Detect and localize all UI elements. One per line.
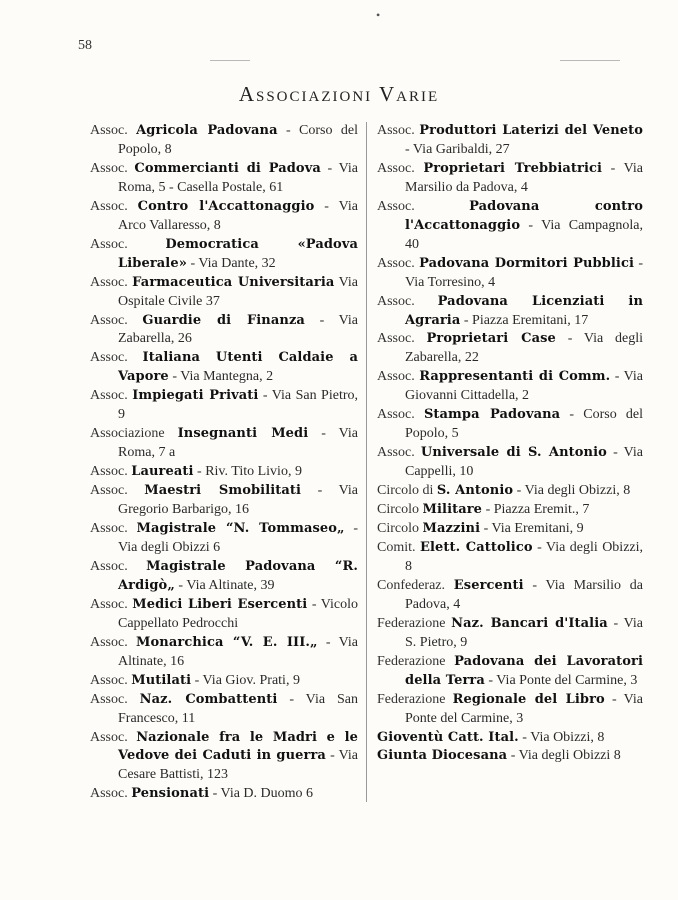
directory-entry	[377, 330, 643, 368]
entry-name: S. Antonio	[436, 483, 514, 499]
page-title: Associazioni Varie	[238, 82, 440, 106]
entry-name: Proprietari Case	[426, 331, 556, 347]
entry-address: - Via Marsilio da Padova, 4	[405, 577, 644, 612]
directory-entry	[377, 122, 643, 160]
entry-name: Impiegati Privati	[132, 388, 259, 404]
entry-prefix: Assoc.	[90, 160, 128, 176]
entry-name: Rappresentanti di Comm.	[419, 369, 611, 385]
directory-entry	[90, 198, 358, 236]
entry-name: Magistrale Padovana “R. Ardigò„	[118, 558, 358, 593]
entry-name: Padovana Dormitori Pubblici	[419, 255, 635, 271]
entry-address: - Via S. Pietro, 9	[405, 615, 643, 650]
entry-prefix: Assoc.	[90, 123, 128, 138]
directory-entry	[90, 729, 358, 786]
directory-entry	[377, 747, 643, 766]
entry-name: Guardie di Finanza	[142, 312, 305, 328]
entry-address: - Via San Francesco, 11	[118, 691, 358, 726]
directory-entry	[377, 539, 643, 577]
directory-entry	[90, 520, 358, 558]
entry-address: Via Ospitale Civile 37	[118, 274, 358, 309]
directory-entry	[90, 236, 358, 274]
entry-prefix: Associazione	[90, 426, 165, 442]
entry-address: - Via Marsilio da Padova, 4	[405, 160, 644, 195]
directory-entry	[377, 577, 643, 615]
entry-prefix: Assoc.	[90, 634, 128, 650]
directory-entry	[377, 501, 643, 520]
directory-entry	[90, 425, 358, 463]
entry-address: - Via Eremitani, 9	[480, 521, 584, 537]
entry-prefix: Assoc.	[377, 293, 415, 309]
directory-entry	[377, 653, 643, 691]
entry-address: - Corso del Popolo, 5	[405, 407, 644, 442]
entry-name: Mazzini	[422, 521, 481, 537]
directory-entry	[90, 463, 358, 482]
directory-entry	[90, 596, 358, 634]
directory-entry	[377, 691, 643, 729]
entry-name: Pensionati	[131, 786, 210, 802]
entry-prefix: Assoc.	[90, 483, 128, 499]
entry-name: Commercianti di Padova	[134, 160, 321, 176]
entry-prefix: Assoc.	[90, 729, 128, 745]
entry-name: Padovana contro l'Accattonaggio	[405, 198, 643, 233]
entry-address: - Via degli Zabarella, 22	[405, 331, 643, 366]
entry-name: Stampa Padovana	[423, 407, 561, 423]
entry-name: Farmaceutica Universitaria	[132, 274, 335, 290]
entry-name: Italiana Utenti Caldaie a Vapore	[118, 350, 359, 385]
entry-name: Magistrale “N. Tommaseo„	[136, 521, 345, 537]
entry-prefix: Assoc.	[377, 369, 415, 385]
entry-prefix: Circolo	[377, 502, 419, 518]
entry-address: - Via Zabarella, 26	[118, 312, 358, 347]
entry-address: - Via Arco Vallaresso, 8	[118, 198, 358, 233]
directory-entry	[377, 482, 643, 501]
entry-address: - Via Cappelli, 10	[405, 445, 643, 480]
entry-prefix: Assoc.	[90, 691, 128, 707]
entry-prefix: Assoc.	[90, 350, 128, 366]
entry-name: Monarchica “V. E. III.„	[136, 634, 318, 650]
left-column	[90, 122, 358, 804]
right-column	[377, 122, 643, 766]
directory-entry	[90, 785, 358, 804]
entry-address: - Via Torresino, 4	[405, 255, 643, 290]
entry-name: Insegnanti Medi	[177, 426, 309, 442]
directory-entry	[377, 293, 643, 331]
entry-name: Regionale del Libro	[452, 691, 605, 707]
entry-address: - Via Giovanni Cittadella, 2	[405, 369, 643, 404]
entry-name: Militare	[422, 502, 483, 518]
entry-address: - Via Dante, 32	[186, 255, 276, 271]
entry-prefix: Assoc.	[90, 596, 128, 612]
entry-prefix: Federazione	[377, 653, 446, 669]
entry-prefix: Circolo di	[377, 483, 434, 499]
directory-entry	[377, 255, 643, 293]
entry-prefix: Assoc.	[90, 274, 128, 290]
entry-prefix: Assoc.	[377, 198, 415, 214]
entry-name: Proprietari Trebbiatrici	[423, 160, 603, 176]
entry-prefix: Confederaz.	[377, 577, 446, 593]
entry-name: Naz. Combattenti	[139, 691, 278, 707]
header-rule-right	[560, 60, 620, 61]
entry-address: - Via Campagnola, 40	[405, 217, 643, 252]
entry-address: - Via Giov. Prati, 9	[191, 672, 300, 688]
entry-address: - Via degli Obizzi 8	[507, 748, 621, 764]
entry-prefix: Assoc.	[90, 236, 128, 252]
entry-prefix: Federazione	[377, 615, 446, 631]
directory-entry	[90, 160, 358, 198]
entry-address: - Via Roma, 5 - Casella Postale, 61	[118, 160, 358, 195]
entry-address: - Via degli Obizzi 6	[118, 521, 358, 555]
entry-name: Esercenti	[453, 577, 524, 593]
entry-address: - Riv. Tito Livio, 9	[193, 464, 302, 480]
entry-name: Laureati	[131, 464, 194, 480]
entry-prefix: Assoc.	[377, 445, 415, 461]
entry-address: - Via Garibaldi, 27	[405, 141, 510, 157]
entry-prefix: Comit.	[377, 539, 416, 555]
directory-entry	[377, 368, 643, 406]
directory-entry	[377, 520, 643, 539]
entry-prefix: Assoc.	[90, 521, 128, 537]
entry-prefix: Assoc.	[90, 786, 128, 802]
entry-prefix: Assoc.	[377, 123, 415, 138]
directory-entry	[90, 634, 358, 672]
entry-prefix: Assoc.	[90, 464, 128, 480]
entry-address: - Via Ponte del Carmine, 3	[484, 672, 638, 688]
entry-address: - Via San Pietro, 9	[118, 388, 358, 423]
directory-entry	[90, 274, 358, 312]
entry-prefix: Assoc.	[377, 255, 415, 271]
directory-entry	[377, 160, 643, 198]
entry-name: Produttori Laterizi del Veneto	[419, 123, 643, 138]
directory-entry	[90, 482, 358, 520]
print-mark: •	[376, 8, 381, 22]
directory-entry	[90, 387, 358, 425]
entry-name: Padovana dei Lavoratori della Terra	[405, 653, 644, 688]
entry-address: - Via Ponte del Carmine, 3	[405, 691, 643, 726]
entry-prefix: Circolo	[377, 521, 419, 537]
directory-entry	[90, 122, 358, 160]
entry-prefix: Assoc.	[90, 558, 128, 574]
entry-name: Agricola Padovana	[136, 123, 278, 138]
entry-name: Nazionale fra le Madri e le Vedove dei Caduti in guerra	[118, 729, 358, 764]
column-divider	[366, 122, 367, 802]
entry-address: - Via degli Obizzi, 8	[513, 483, 631, 499]
directory-entry	[90, 349, 358, 387]
entry-prefix: Federazione	[377, 691, 446, 707]
entry-prefix: Assoc.	[377, 160, 415, 176]
entry-name: Mutilati	[131, 672, 192, 688]
entry-address: - Via Altinate, 39	[174, 577, 275, 593]
entry-name: Contro l'Accattonaggio	[137, 198, 315, 214]
entry-prefix: Assoc.	[377, 407, 415, 423]
entry-address: - Vicolo Cappellato Pedrocchi	[118, 596, 359, 631]
entry-address: - Via Gregorio Barbarigo, 16	[118, 483, 358, 518]
entry-name: Democratica «Padova Liberale»	[118, 236, 358, 271]
entry-name: Padovana Licenziati in Agraria	[405, 293, 643, 328]
directory-entry	[90, 558, 358, 596]
directory-entry	[377, 615, 643, 653]
entry-address: - Via Mantegna, 2	[168, 369, 274, 385]
entry-address: - Via degli Obizzi, 8	[405, 539, 644, 574]
entry-address: - Via Altinate, 16	[118, 634, 359, 669]
entry-name: Medici Liberi Esercenti	[132, 596, 308, 612]
entry-name: Giunta Diocesana	[377, 748, 508, 764]
page-number: 58	[78, 38, 92, 53]
entry-prefix: Assoc.	[90, 312, 128, 328]
directory-entry	[90, 312, 358, 350]
directory-entry	[377, 198, 643, 255]
entry-address: - Piazza Eremitani, 17	[460, 312, 589, 328]
entry-name: Elett. Cattolico	[419, 539, 533, 555]
entry-address: - Piazza Eremit., 7	[482, 502, 590, 518]
entry-name: Universale di S. Antonio	[420, 445, 607, 461]
directory-entry	[377, 729, 643, 748]
entry-address: - Via D. Duomo 6	[209, 786, 314, 802]
entry-prefix: Assoc.	[90, 198, 128, 214]
entry-name: Naz. Bancari d'Italia	[451, 615, 608, 631]
entry-name: Maestri Smobilitati	[144, 483, 302, 499]
entry-address: - Via Roma, 7 a	[118, 426, 359, 461]
entry-prefix: Assoc.	[90, 672, 128, 688]
entry-prefix: Assoc.	[377, 331, 415, 347]
entry-address: - Via Cesare Battisti, 123	[118, 748, 358, 783]
directory-entry	[90, 691, 358, 729]
directory-entry	[377, 444, 643, 482]
entry-address: - Corso del Popolo, 8	[118, 123, 359, 157]
directory-entry	[90, 672, 358, 691]
entry-prefix: Assoc.	[90, 388, 128, 404]
header-rule-left	[210, 60, 250, 61]
directory-entry	[377, 406, 643, 444]
entry-address: - Via Obizzi, 8	[518, 729, 605, 745]
entry-name: Gioventù Catt. Ital.	[377, 729, 519, 745]
